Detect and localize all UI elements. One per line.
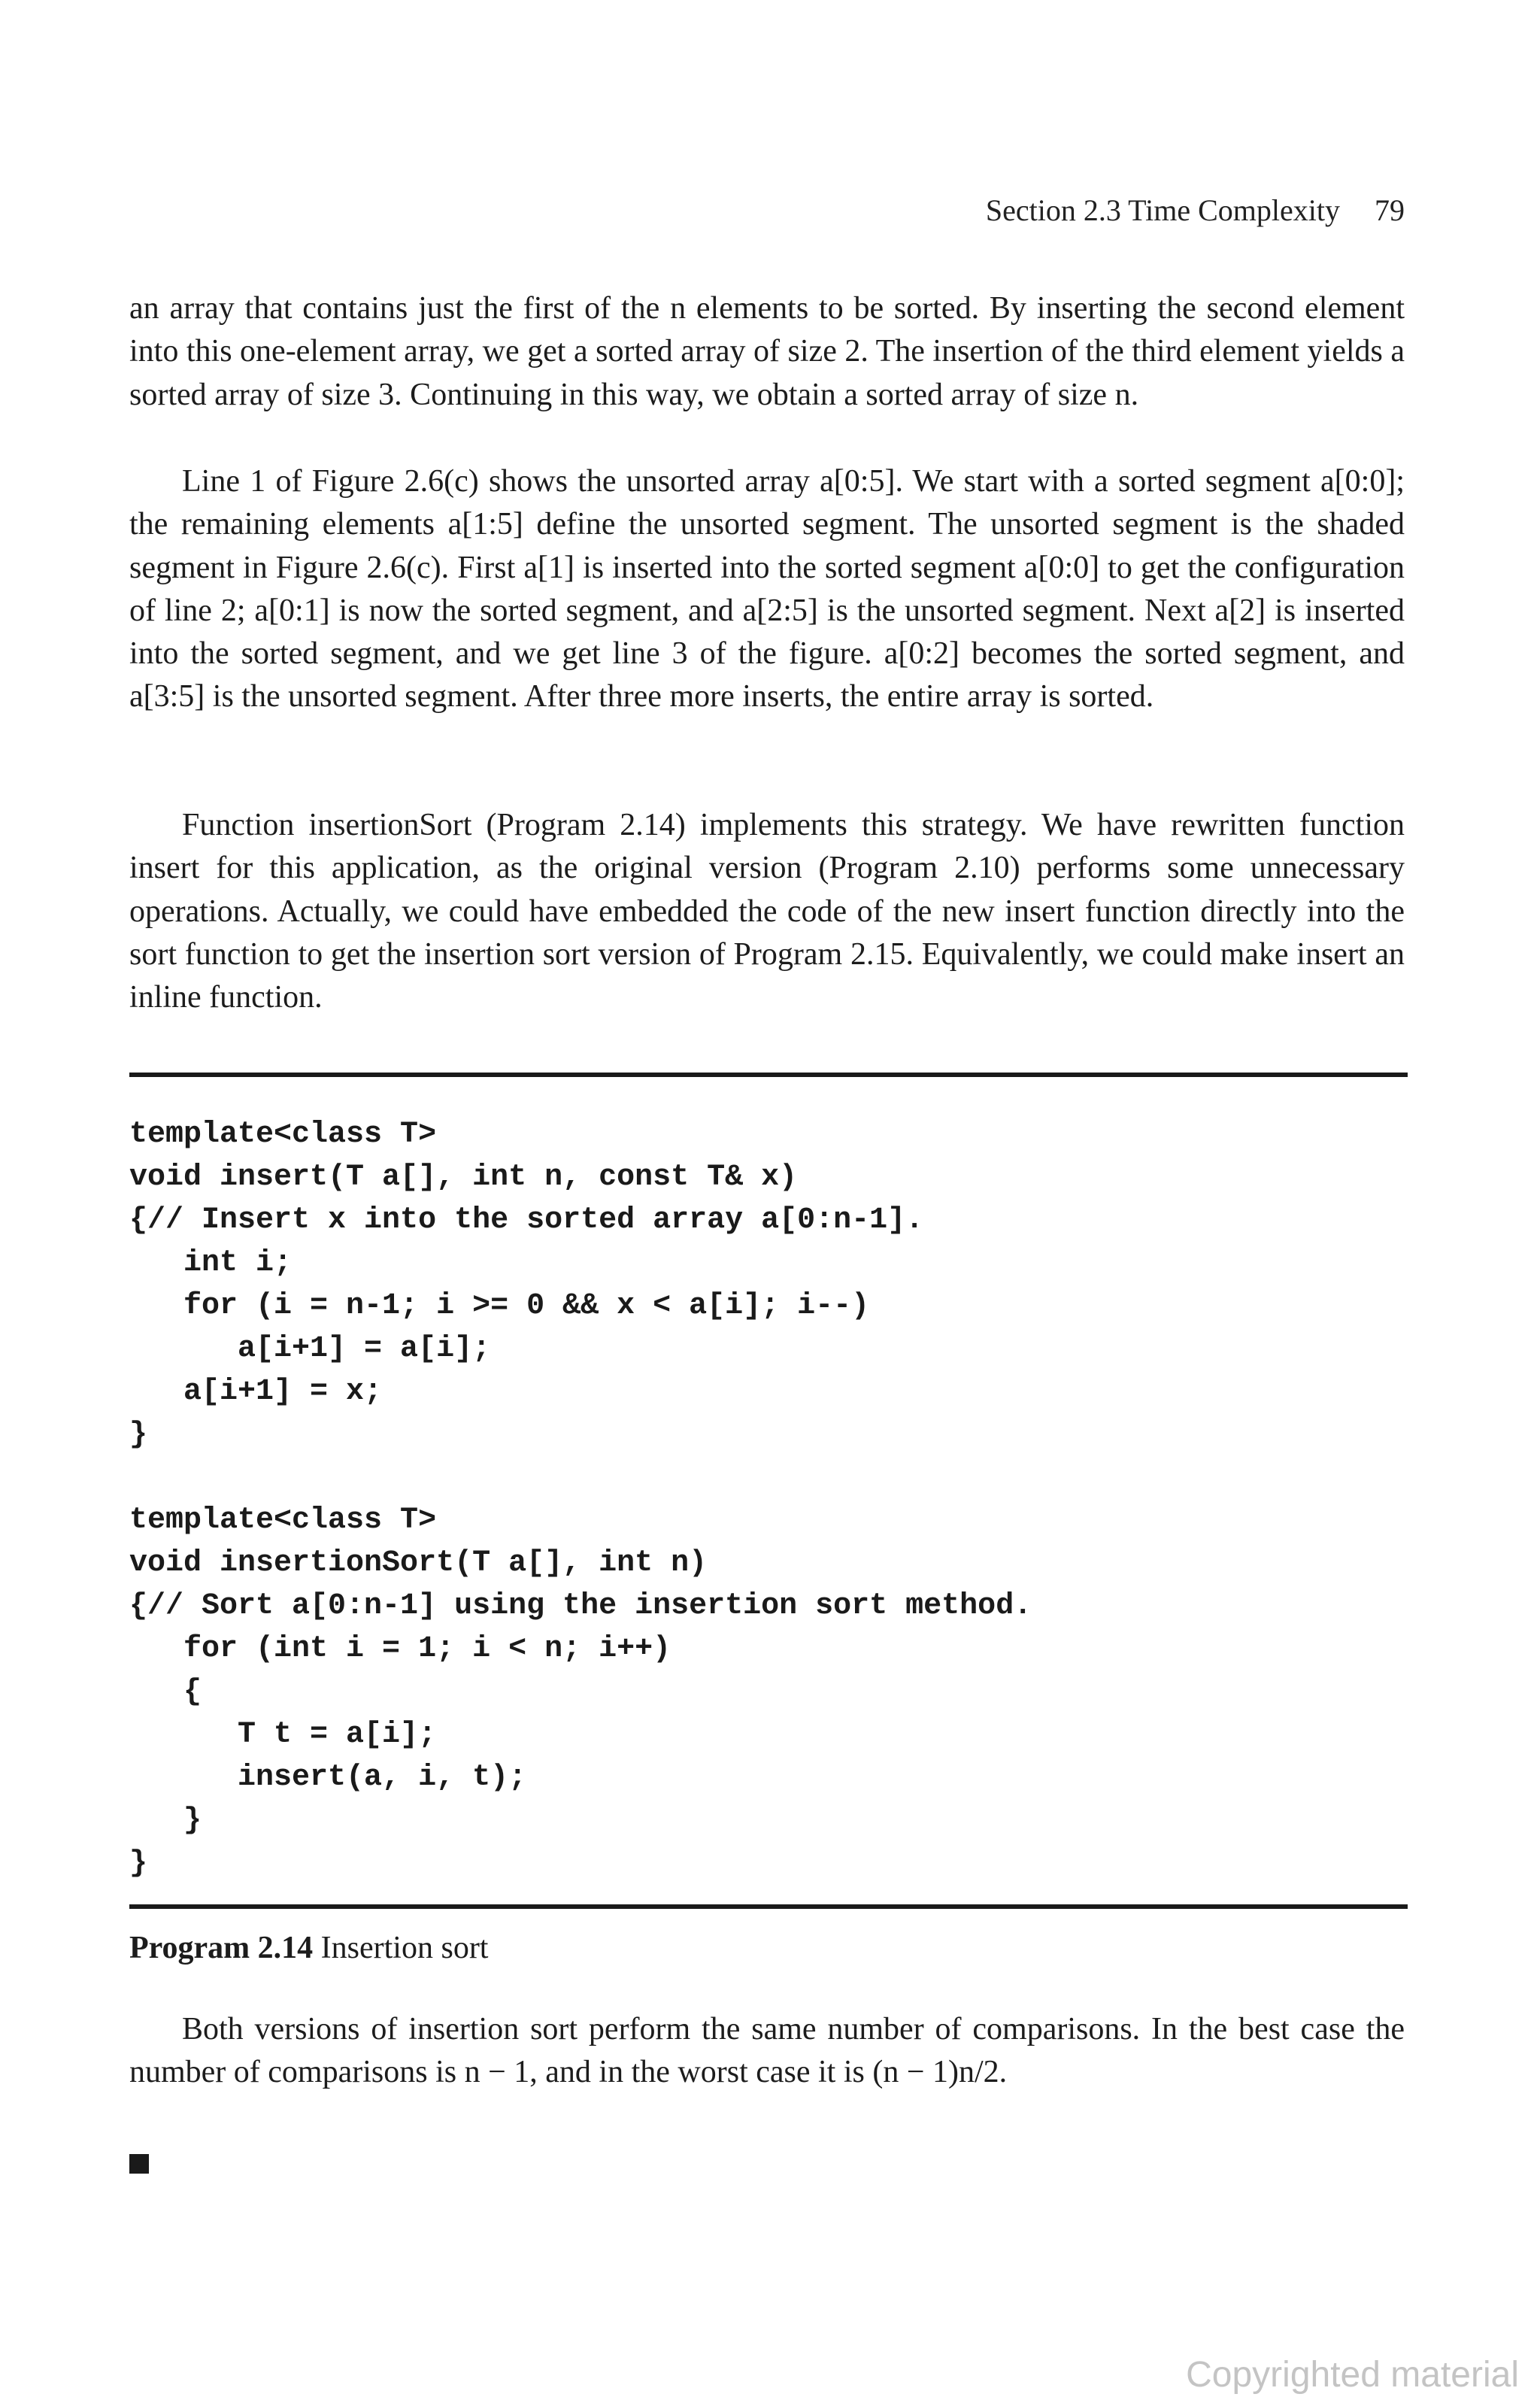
- running-header: [923, 188, 1405, 233]
- code-line: for (i = n-1; i >= 0 && x < a[i]; i--): [129, 1289, 870, 1323]
- code-line: {// Insert x into the sorted array a[0:n-1].: [129, 1203, 924, 1237]
- paragraph-2: Line 1 of Figure 2.6(c) shows the unsorted array a[0:5]. We start with a sorted segment a[0:0]; the remaining elements a[1:5] define the unsorted segment. The unsorted segment is the shaded segment in Figure 2.6(c). First a[1] is inserted into the sorted segment a[0:0] to get the configuration of line 2; a[0:1] is now the sorted segment, and a[2:5] is the unsorted segment. Next a[2] is inserted into the sorted segment, and we get line 3 of the figure. a[0:2] becomes the sorted segment, and a[3:5] is the unsorted segment. After three more inserts, the entire array is sorted.: [129, 464, 1405, 715]
- program-code-block: [129, 1113, 1408, 1885]
- code-line: {: [129, 1675, 202, 1709]
- code-line: template<class T>: [129, 1503, 437, 1537]
- code-line: for (int i = 1; i < n; i++): [129, 1632, 671, 1666]
- program-bottom-rule: [129, 1904, 1408, 1909]
- section-title: Section 2.3 Time Complexity: [985, 193, 1340, 227]
- code-line: int i;: [129, 1246, 293, 1280]
- code-line: }: [129, 1418, 148, 1452]
- program-caption: [129, 1925, 488, 1971]
- paragraph-3: Function insertionSort (Program 2.14) implements this strategy. We have rewritten function insert for this application, as the original version (Program 2.10) performs some unnecessary operations. Actually, we could have embedded the code of the new insert function directly into the sort function to get the insertion sort version of Program 2.15. Equivalently, we could make insert an inline function.: [129, 808, 1405, 1015]
- copyright-watermark: Copyrighted material: [1186, 2355, 1519, 2395]
- code-line: insert(a, i, t);: [129, 1761, 527, 1795]
- end-of-proof-square-icon: [129, 2154, 149, 2174]
- code-line: {// Sort a[0:n-1] using the insertion sort method.: [129, 1589, 1032, 1623]
- code-line: void insertionSort(T a[], int n): [129, 1546, 708, 1580]
- code-line: template<class T>: [129, 1118, 437, 1151]
- code-line: T t = a[i];: [129, 1718, 437, 1752]
- code-line: }: [129, 1804, 202, 1837]
- caption-text: Insertion sort: [320, 1931, 489, 1965]
- caption-label: Program 2.14: [129, 1931, 314, 1965]
- code-line: void insert(T a[], int n, const T& x): [129, 1161, 798, 1194]
- paragraph-4: Both versions of insertion sort perform the same number of comparisons. In the best case the number of comparisons is n − 1, and in the worst case it is (n − 1)n/2.: [129, 2012, 1405, 2090]
- code-line: }: [129, 1846, 148, 1880]
- page-number: 79: [1375, 193, 1405, 227]
- paragraph-1: an array that contains just the first of the n elements to be sorted. By inserting the second element into this one-element array, we get a sorted array of size 2. The insertion of the third element yields a sorted array of size 3. Continuing in this way, we obtain a sorted array of size n.: [129, 291, 1405, 412]
- code-line: a[i+1] = x;: [129, 1375, 383, 1409]
- code-line: a[i+1] = a[i];: [129, 1332, 491, 1366]
- program-top-rule: [129, 1073, 1408, 1077]
